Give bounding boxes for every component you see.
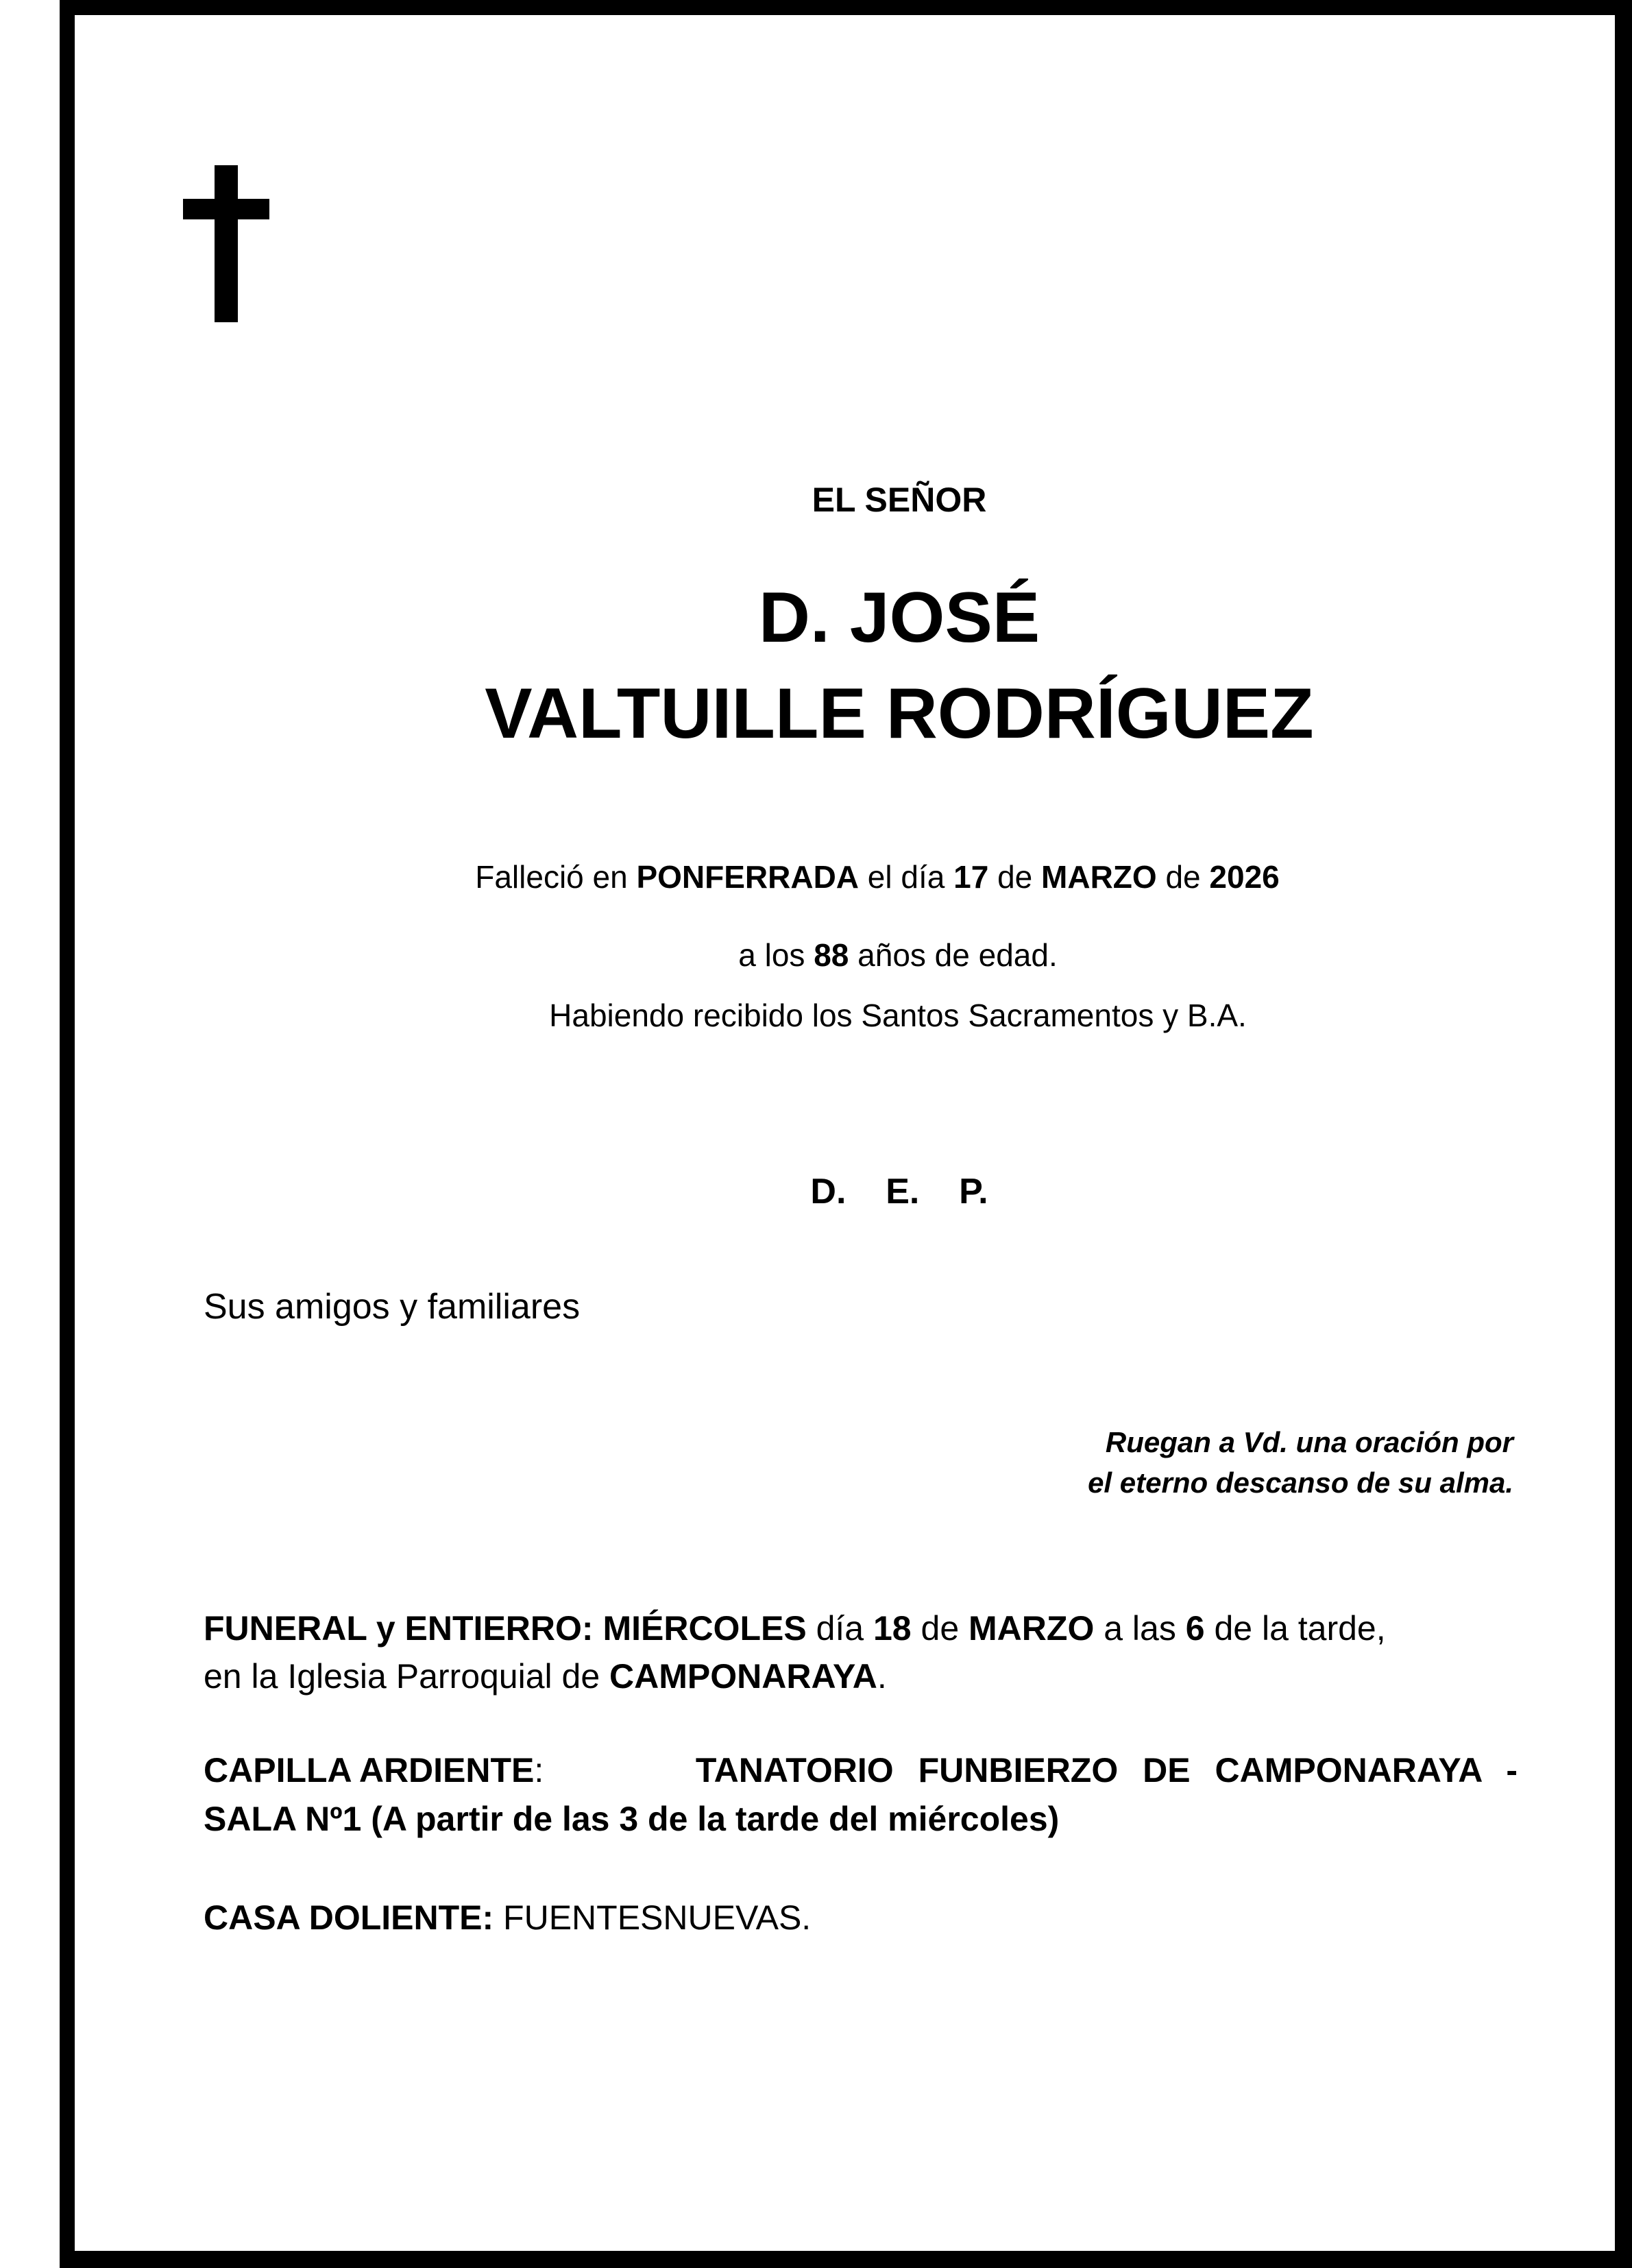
text: el día bbox=[859, 859, 954, 895]
text: de la tarde, bbox=[1204, 1609, 1386, 1648]
chapel-line2: SALA Nº1 (A partir de las 3 de la tarde del miércoles) bbox=[204, 1800, 1060, 1838]
sacraments-line: Habiendo recibido los Santos Sacramentos y B.A. bbox=[549, 998, 1247, 1033]
text: de bbox=[988, 859, 1042, 895]
death-year: 2026 bbox=[1209, 859, 1280, 895]
text: de bbox=[911, 1609, 969, 1648]
age-value: 88 bbox=[814, 937, 849, 973]
chapel-label bbox=[204, 1750, 553, 1790]
funeral-line2 bbox=[204, 1656, 887, 1696]
chapel-line1 bbox=[204, 1750, 1518, 1790]
funeral-place: CAMPONARAYA bbox=[609, 1657, 877, 1696]
text: de bbox=[1156, 859, 1210, 895]
text: en la Iglesia Parroquial de bbox=[204, 1657, 610, 1696]
death-day: 17 bbox=[953, 859, 989, 895]
title-honorific: EL SEÑOR bbox=[812, 481, 987, 519]
family-line: Sus amigos y familiares bbox=[204, 1287, 581, 1327]
text: día bbox=[806, 1609, 873, 1648]
death-details bbox=[398, 858, 1357, 895]
deceased-name-line1: D. JOSÉ bbox=[758, 578, 1040, 658]
funeral-line1 bbox=[204, 1608, 1386, 1648]
dep-line: D. E. P. bbox=[810, 1172, 988, 1211]
text: años de edad. bbox=[849, 937, 1058, 973]
funeral-label: FUNERAL y ENTIERRO: bbox=[204, 1609, 603, 1648]
funeral-hour: 6 bbox=[1185, 1609, 1205, 1648]
deceased-name-line2: VALTUILLE RODRÍGUEZ bbox=[485, 674, 1314, 753]
chapel-location: TANATORIO FUNBIERZO DE CAMPONARAYA - bbox=[695, 1751, 1518, 1789]
text: . bbox=[877, 1657, 887, 1696]
death-month: MARZO bbox=[1041, 859, 1157, 895]
mourning-house-value: FUENTESNUEVAS. bbox=[494, 1898, 812, 1937]
text: a los bbox=[738, 937, 814, 973]
text: : bbox=[534, 1751, 554, 1789]
text: CAPILLA ARDIENTE bbox=[204, 1751, 535, 1789]
age-line bbox=[624, 937, 1172, 974]
prayer-line2: el eterno descanso de su alma. bbox=[1088, 1467, 1513, 1499]
funeral-weekday: MIÉRCOLES bbox=[602, 1609, 807, 1648]
text: a las bbox=[1094, 1609, 1186, 1648]
text: Falleció en bbox=[475, 859, 637, 895]
mourning-house-label: CASA DOLIENTE: bbox=[204, 1898, 494, 1937]
prayer-line1: Ruegan a Vd. una oración por bbox=[1105, 1426, 1513, 1458]
funeral-day: 18 bbox=[873, 1609, 912, 1648]
mourning-house-line bbox=[204, 1898, 811, 1938]
funeral-month: MARZO bbox=[969, 1609, 1095, 1648]
death-place: PONFERRADA bbox=[636, 859, 860, 895]
